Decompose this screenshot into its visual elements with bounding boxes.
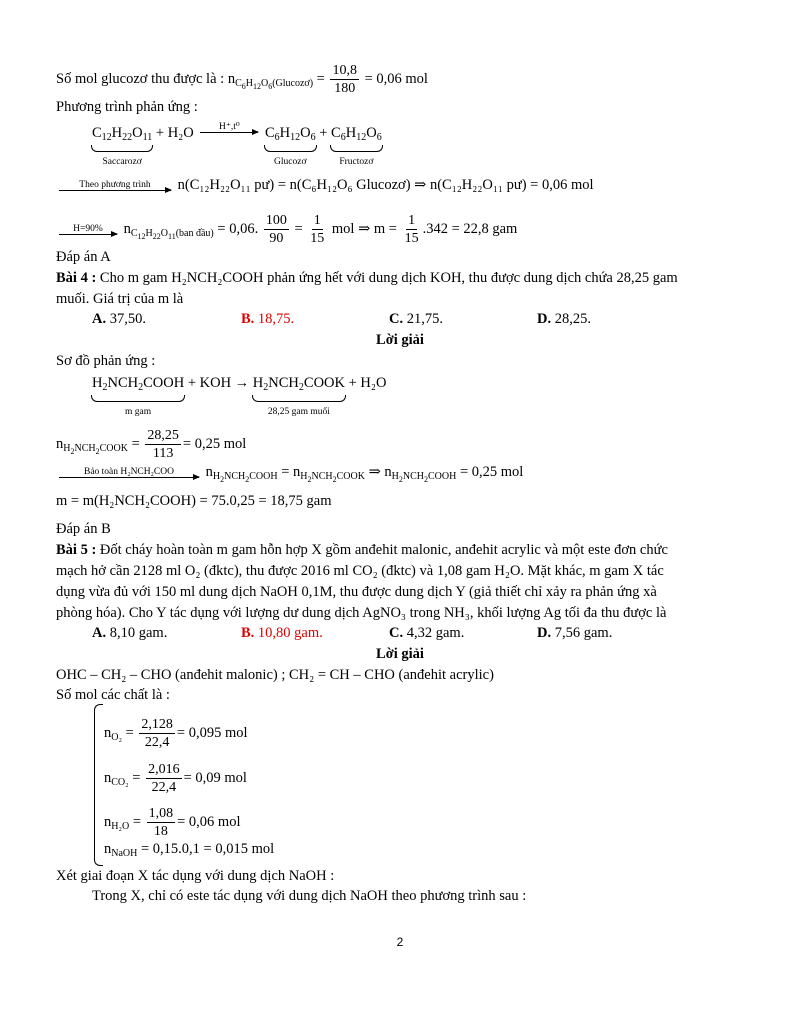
problem-5-title: Bài 5 : — [56, 542, 97, 558]
problem-4-line2: muối. Giá trị của m là — [56, 291, 184, 307]
moles-heading-5: Số mol các chất là : — [56, 687, 170, 703]
option-5c[interactable]: C. 4,32 gam. — [389, 625, 465, 641]
option-5b[interactable]: B. 10,80 gam. — [241, 625, 323, 641]
system-co2: $n_{CO_2}$ = $\frac{2,016}{22,4}$ = 0,09 mol — [104, 762, 247, 795]
mass-4: m = m(H₂NCH₂COOH) = 75.0,25 = 18,75 gam — [56, 493, 332, 509]
salt-moles: $n_{H_2NCH_2COOK}$ = $\frac{28,25}{113}$ = 0,25 mol — [56, 428, 247, 461]
system-h2o: $n_{H_2O}$ = $\frac{1,08}{18}$ = 0,06 mol — [104, 806, 241, 839]
equation-moles — [56, 176, 594, 194]
water: + H₂O — [155, 125, 194, 141]
answer-b: Đáp án B — [56, 521, 111, 537]
formula-5: OHC – CH₂ – CHO (anđehit malonic) ; CH₂ = CH – CHO (anđehit acrylic) — [56, 667, 494, 683]
problem-5-line3: dụng vừa đủ với 150 ml dung dịch NaOH 0,1M, thu được dung dịch Y (giả thiết chỉ xảy ra phản ứng xà — [56, 584, 657, 600]
saccarozo-term: $C_{12}H_{22}O_{11}$ Saccarozơ — [92, 125, 153, 167]
problem-5-line4: phòng hóa). Cho Y tác dụng với lượng dư dung dịch AgNO₃ trong NH₃, khối lượng Ag tối đa thu được là — [56, 605, 667, 621]
reaction-arrow: H⁺,t⁰ — [200, 122, 258, 133]
conservation-arrow: Bảo toàn H₂NCH₂COO — [59, 467, 199, 478]
fraction: $\frac{10,8}{180}$ — [332, 63, 357, 96]
option-4d[interactable]: D. 28,25. — [537, 311, 591, 327]
glucozo-term: $C_6H_{12}O_6$ Glucozơ — [264, 125, 316, 167]
salt-term: $H_2NCH_2COOK$ 28,25 gam muối — [252, 375, 345, 417]
yield-arrow: H=90% — [59, 224, 117, 235]
fructozo-term: $C_6H_{12}O_6$ Fructozơ — [331, 125, 382, 167]
line-glucose-moles: Số mol glucozơ thu được là : $n_{C_6H_{12}O_6(Glucozơ)}$ = $\frac{10,8}{180}$ = 0,06 mol — [56, 63, 428, 96]
solution-heading-5: Lời giải — [376, 646, 424, 662]
symbol-n: n — [227, 70, 236, 87]
option-4b[interactable]: B. 18,75. — [241, 311, 295, 327]
text: Số mol glucozơ thu được là : — [56, 70, 228, 87]
stage-text: Trong X, chỉ có este tác dụng với dung dịch NaOH theo phương trình sau : — [92, 888, 527, 904]
system-naoh: $n_{NaOH} = 0,15.0,1 = 0,015$ mol — [104, 841, 275, 859]
glycine-term: $H_2NCH_2COOH$ m gam — [92, 375, 185, 417]
problem-4-line1: Bài 4 : Cho m gam H₂NCH₂COOH phản ứng hết với dung dịch KOH, thu được dung dịch chứa 28,25 gam — [56, 270, 678, 286]
equation-heading: Phương trình phản ứng : — [56, 99, 198, 115]
solution-heading-4: Lời giải — [376, 332, 424, 348]
theo-arrow: Theo phương trình — [59, 180, 171, 191]
option-4a[interactable]: A. 37,50. — [92, 311, 146, 327]
reaction-equation: $C_{12}H_{22}O_{11}$ Saccarozơ + H₂O H⁺,t⁰ $C_6H_{12}O_6$ Glucozơ + $C_6H_{12}O_6$ Fructozơ — [92, 124, 382, 171]
system-brace — [94, 704, 103, 866]
system-o2: $n_{O_2}$ = $\frac{2,128}{22,4}$ = 0,095 mol — [104, 717, 248, 750]
scheme-4: $H_2NCH_2COOH$ m gam + KOH → $H_2NCH_2COOK$ 28,25 gam muối + H₂O — [92, 374, 386, 421]
problem-5-line1: Bài 5 : Đốt cháy hoàn toàn m gam hỗn hợp X gồm anđehit malonic, anđehit acrylic và một este đơn chức — [56, 542, 668, 558]
option-5a[interactable]: A. 8,10 gam. — [92, 625, 168, 641]
problem-4-title: Bài 4 : — [56, 270, 97, 286]
stage-heading: Xét giai đoạn X tác dụng với dung dịch NaOH : — [56, 868, 335, 884]
option-4c[interactable]: C. 21,75. — [389, 311, 443, 327]
scheme-heading-4: Sơ đồ phản ứng : — [56, 353, 156, 369]
conservation-4: Bảo toàn H₂NCH₂COO $n_{H_2NCH_2COOH} = n_{H_2NCH_2COOK}$ ⇒ $n_{H_2NCH_2COOH} = 0,25$ mol — [56, 463, 523, 489]
moles-text: n(C₁₂H₂₂O₁₁ pư) = n(C₆H₁₂O₆ Glucozơ) ⇒ n(C₁₂H₂₂O₁₁ pư) = 0,06 mol — [177, 177, 594, 193]
page-number: 2 — [396, 935, 404, 949]
result: = 0,06 mol — [364, 70, 428, 87]
problem-5-line2: mạch hở cần 2128 ml O₂ (đktc), thu được 2016 ml CO₂ (đktc) và 1,08 gam H₂O. Mặt khác, m gam X tác — [56, 563, 664, 579]
equation-mass: H=90% $n_{C_{12}H_{22}O_{11}(ban đầu)} = 0,06$. $\frac{100}{90}$ = $\frac{1}{15}$ mol ⇒ m = $\frac{1}{15}$ .342 = 22,8 gam — [56, 212, 517, 247]
option-5d[interactable]: D. 7,56 gam. — [537, 625, 613, 641]
answer-a: Đáp án A — [56, 249, 111, 265]
